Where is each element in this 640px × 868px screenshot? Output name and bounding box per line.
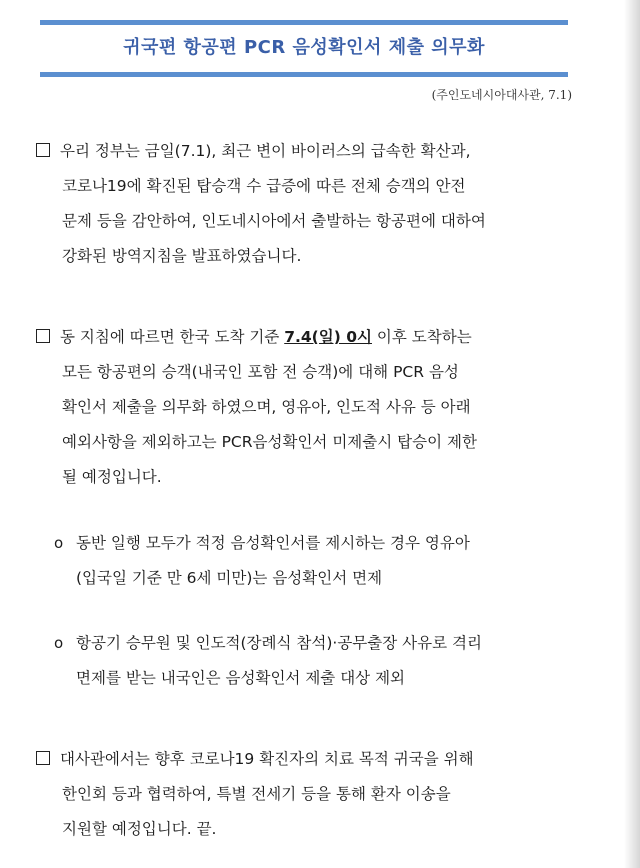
document-title: 귀국편 항공편 PCR 음성확인서 제출 의무화: [123, 37, 485, 58]
paragraph-2-text-post: 이후 도착하는: [371, 328, 472, 346]
paragraph-1-text-1: 우리 정부는 금일(7.1), 최근 변이 바이러스의 급속한 확산과,: [60, 142, 471, 160]
paragraph-2-line-1: [36, 320, 477, 355]
paragraph-1-line-3: 문제 등을 감안하여, 인도네시아에서 출발하는 항공편에 대하여: [62, 212, 486, 230]
paragraph-2-line-4: 예외사항을 제외하고는 PCR음성확인서 미제출시 탑승이 제한: [62, 433, 477, 451]
exception-item-1-text-1: 동반 일행 모두가 적정 음성확인서를 제시하는 경우 영유아: [76, 534, 470, 552]
title-top-rule: [40, 20, 568, 25]
circle-bullet-icon: o: [54, 634, 64, 652]
paragraph-2-text-pre: 동 지침에 따르면 한국 도착 기준: [60, 328, 285, 346]
exception-item-2-line-2: 면제를 받는 내국인은 음성확인서 제출 대상 제외: [76, 669, 406, 687]
paragraph-1-line-1: [36, 134, 486, 169]
paragraph-2-line-2: 모든 항공편의 승객(내국인 포함 전 승객)에 대해 PCR 음성: [62, 363, 459, 381]
paragraph-3: [36, 742, 474, 847]
exception-item-1-line-1: [54, 526, 470, 561]
paragraph-2-line-5: 될 예정입니다.: [62, 468, 162, 486]
page-edge-shadow: [624, 0, 640, 868]
paragraph-2-line-3: 확인서 제출을 의무화 하였으며, 영유아, 인도적 사유 등 아래: [62, 398, 471, 416]
circle-bullet-icon: o: [54, 534, 64, 552]
paragraph-3-line-3: 지원할 예정입니다. 끝.: [62, 820, 217, 838]
title-bottom-rule: [40, 72, 568, 77]
exception-item-2-text-1: 항공기 승무원 및 인도적(장례식 참석)·공무출장 사유로 격리: [76, 634, 482, 652]
paragraph-3-line-2: 한인회 등과 협력하여, 특별 전세기 등을 통해 환자 이송을: [62, 785, 451, 803]
exception-item-1-line-2: (입국일 기준 만 6세 미만)는 음성확인서 면제: [76, 569, 383, 587]
paragraph-1-line-2: 코로나19에 확진된 탑승객 수 급증에 따른 전체 승객의 안전: [62, 177, 466, 195]
paragraph-1-line-4: 강화된 방역지침을 발표하였습니다.: [62, 247, 302, 265]
exception-item-2-line-1: [54, 626, 482, 661]
checkbox-bullet-icon: [36, 143, 50, 157]
paragraph-3-text-1: 대사관에서는 향후 코로나19 확진자의 치료 목적 귀국을 위해: [60, 750, 474, 768]
checkbox-bullet-icon: [36, 751, 50, 765]
exception-item-2: [54, 626, 482, 696]
paragraph-3-line-1: [36, 742, 474, 777]
paragraph-2: [36, 320, 477, 495]
checkbox-bullet-icon: [36, 329, 50, 343]
source-note: (주인도네시아대사관, 7.1): [431, 88, 572, 102]
arrival-deadline: 7.4(일) 0시: [284, 328, 372, 346]
exception-item-1: [54, 526, 470, 596]
paragraph-1: [36, 134, 486, 274]
title-banner: [40, 20, 568, 80]
